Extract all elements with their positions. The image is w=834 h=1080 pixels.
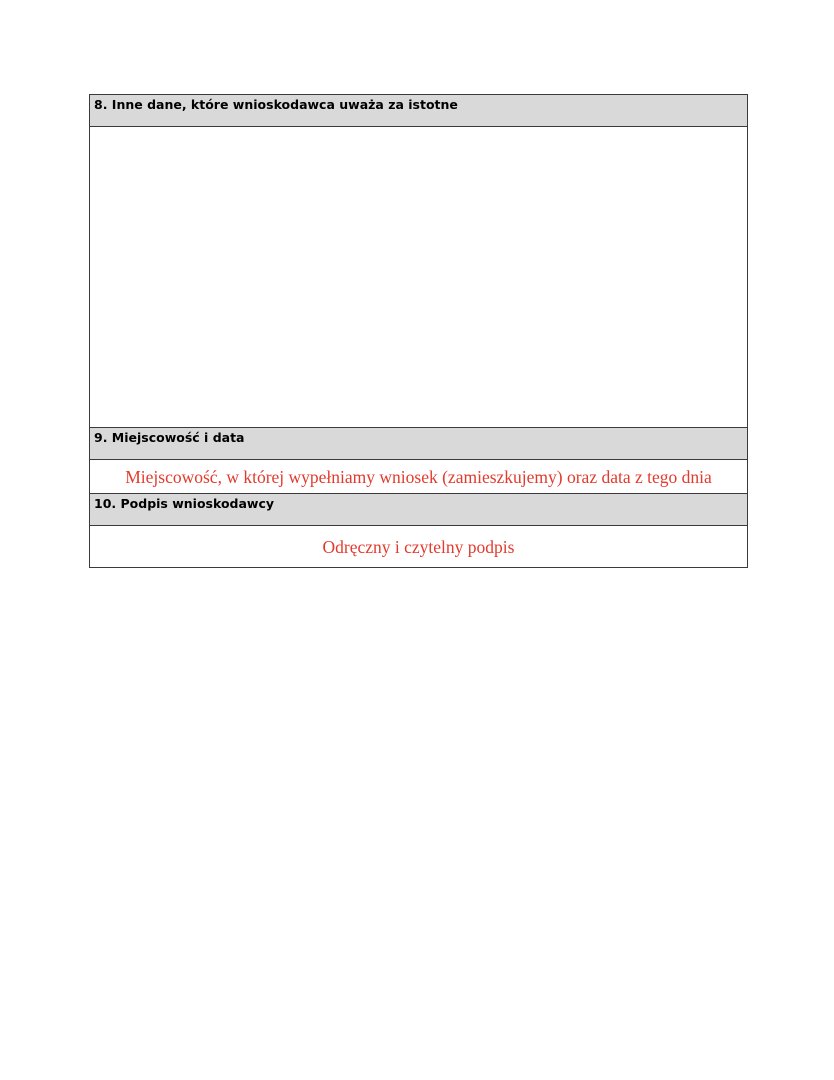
section-8-header <box>90 95 747 127</box>
section-10-header <box>90 494 747 526</box>
signature-field[interactable] <box>90 526 747 567</box>
place-date-hint: Miejscowość, w której wypełniamy wniosek (zamieszkujemy) oraz data z tego dnia <box>125 467 712 487</box>
section-9-header <box>90 428 747 460</box>
place-date-field[interactable] <box>90 460 747 494</box>
signature-hint: Odręczny i czytelny podpis <box>322 537 515 557</box>
other-data-field[interactable] <box>90 127 747 428</box>
section-9-title: 9. Miejscowość i data <box>94 430 245 445</box>
application-form-table <box>89 94 748 568</box>
section-10-title: 10. Podpis wnioskodawcy <box>94 496 275 511</box>
section-8-title: 8. Inne dane, które wnioskodawca uważa za istotne <box>94 97 458 112</box>
